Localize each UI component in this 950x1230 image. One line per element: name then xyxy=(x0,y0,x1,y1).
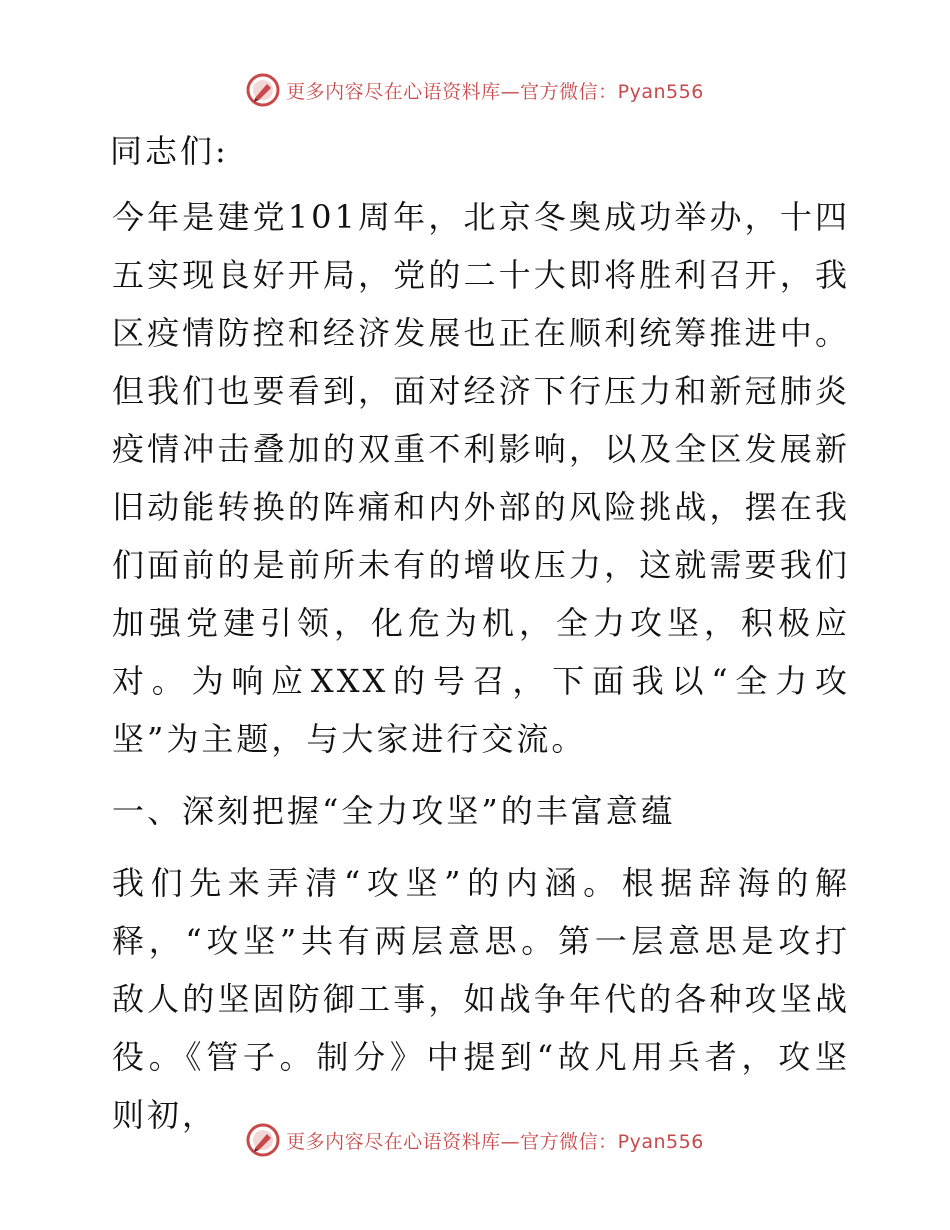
watermark-text: 更多内容尽在心语资料库—官方微信：Pyan556 xyxy=(286,80,704,103)
salutation: 同志们: xyxy=(110,132,229,170)
header-watermark xyxy=(0,70,950,110)
pen-nib-logo-icon xyxy=(246,1123,280,1157)
pen-nib-logo-icon xyxy=(246,73,280,107)
body-paragraph: 今年是建党101周年，北京冬奥成功举办，十四五实现良好开局，党的二十大即将胜利召开，我区疫情防控和经济发展也正在顺利统筹推进中。但我们也要看到，面对经济下行压力和新冠肺炎疫情冲击叠加的双重不利影响，以及全区发展新旧动能转换的阵痛和内外部的风险挑战，摆在我们面前的是前所未有的增收压力，这就需要我们加强党建引领，化危为机，全力攻坚，积极应对。为响应XXX的号召，下面我以“全力攻坚”为主题，与大家进行交流。 xyxy=(112,198,850,758)
watermark-text: 更多内容尽在心语资料库—官方微信：Pyan556 xyxy=(286,1130,704,1153)
footer-watermark xyxy=(0,1120,950,1160)
body-paragraph: 我们先来弄清“攻坚”的内涵。根据辞海的解释，“攻坚”共有两层意思。第一层意思是攻打敌人的坚固防御工事，如战争年代的各种攻坚战役。《管子。制分》中提到“故凡用兵者，攻坚则初， xyxy=(112,864,850,1134)
section-heading: 一、深刻把握“全力攻坚”的丰富意蕴 xyxy=(112,792,676,830)
document-body xyxy=(98,122,850,1144)
